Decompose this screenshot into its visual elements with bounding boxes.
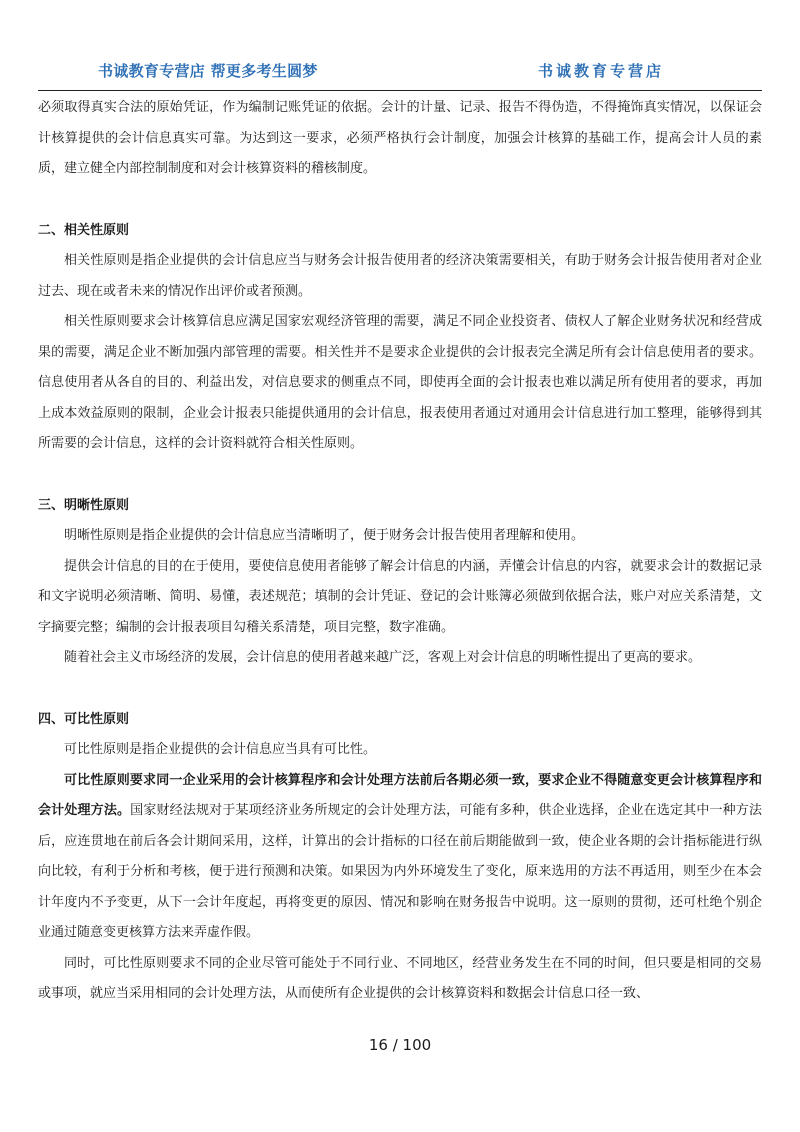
relevance-paragraph-1: 相关性原则是指企业提供的会计信息应当与财务会计报告使用者的经济决策需要相关，有助于财务会计报告使用者对企业过去、现在或者未来的情况作出评价或者预测。: [38, 253, 762, 299]
intro-paragraph: 必须取得真实合法的原始凭证，作为编制记账凭证的依据。会计的计量、记录、报告不得伪造，不得掩饰真实情况，以保证会计核算提供的会计信息真实可靠。为达到这一要求，必须严格执行会计制度，加强会计核算的基础工作，提高会计人员的素质，建立健全内部控制制度和对会计核算资料的稽核制度。: [38, 100, 762, 176]
clarity-paragraph-2: 提供会计信息的目的在于使用，要使信息使用者能够了解会计信息的内涵，弄懂会计信息的内容，就要求会计的数据记录和文字说明必须清晰、简明、易懂，表述规范；填制的会计凭证、登记的会计账簿必须做到依据合法，账户对应关系清楚，文字摘要完整；编制的会计报表项目勾稽关系清楚，项目完整，数字准确。: [38, 558, 762, 635]
section-heading-clarity: 三、明晰性原则: [38, 497, 130, 513]
comparability-paragraph-2: [38, 766, 762, 949]
comparability-explanation: 国家财经法规对于某项经济业务所规定的会计处理方法，可能有多种，供企业选择，企业在选定其中一种方法后，应连贯地在前后各会计期间采用，这样，计算出的会计指标的口径在前后期能做到一致，使企业各期的会计指标能进行纵向比较，有利于分析和考核，便于进行预测和决策。如果因为内外环境发生了变化，原来选用的方法不再适用，则至少在本会计年度内不予变更，从下一会计年度起，再将变更的原因、情况和影响在财务报告中说明。这一原则的贯彻，还可杜绝个别企业通过随意变更核算方法来弄虚作假。: [38, 803, 762, 940]
page-header: [38, 0, 762, 91]
clarity-paragraph-3: 随着社会主义市场经济的发展，会计信息的使用者越来越广泛，客观上对会计信息的明晰性提出了更高的要求。: [64, 650, 702, 665]
section-gap: [38, 460, 762, 491]
comparability-paragraph-1: 可比性原则是指企业提供的会计信息应当具有可比性。: [64, 742, 377, 757]
clarity-paragraph-1: 明晰性原则是指企业提供的会计信息应当清晰明了，便于财务会计报告使用者理解和使用。: [64, 528, 585, 543]
document-body: [38, 93, 762, 1010]
section-gap: [38, 674, 762, 705]
section-gap: [38, 185, 762, 216]
page-number: 16 / 100: [368, 1036, 432, 1054]
header-right-title: 书诚教育专营店: [538, 62, 665, 80]
header-left-title: 书诚教育专营店 帮更多考生圆梦: [98, 62, 318, 80]
comparability-bold-statement: 可比性原则要求同一企业采用的会计核算程序和会计处理方法前后各期必须一致，要求企业不得随意变更会计核算程序和会计处理方法。: [38, 772, 762, 818]
section-heading-comparability: 四、可比性原则: [38, 711, 130, 727]
section-heading-relevance: 二、相关性原则: [38, 222, 130, 238]
comparability-paragraph-3: 同时，可比性原则要求不同的企业尽管可能处于不同行业、不同地区，经营业务发生在不同的时间，但只要是相同的交易或事项，就应当采用相同的会计处理方法，从而使所有企业提供的会计核算资料和数据会计信息口径一致、: [38, 955, 762, 1001]
relevance-paragraph-2: 相关性原则要求会计核算信息应满足国家宏观经济管理的需要，满足不同企业投资者、债权人了解企业财务状况和经营成果的需要，满足企业不断加强内部管理的需要。相关性并不是要求企业提供的会计报表完全满足所有会计信息使用者的要求。信息使用者从各自的目的、利益出发，对信息要求的侧重点不同，即使再全面的会计报表也难以满足所有使用者的要求，再加上成本效益原则的限制，企业会计报表只能提供通用的会计信息，报表使用者通过对通用会计信息进行加工整理，能够得到其所需要的会计信息，这样的会计资料就符合相关性原则。: [38, 314, 762, 451]
